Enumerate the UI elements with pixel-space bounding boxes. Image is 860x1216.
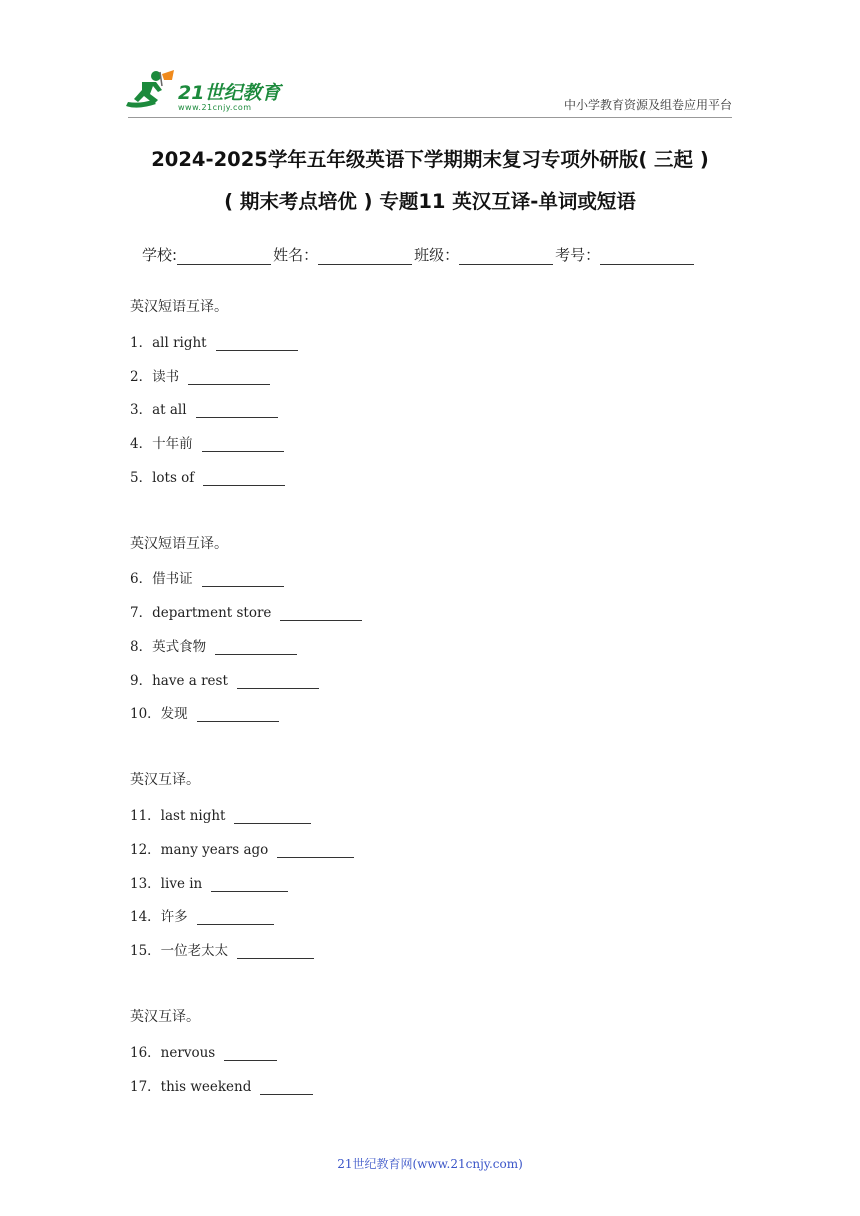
platform-label: 中小学教育资源及组卷应用平台 (563, 98, 732, 112)
question-text: 5．lots of (130, 470, 195, 486)
question-text: 4．十年前 (130, 436, 193, 452)
answer-blank[interactable] (203, 471, 285, 486)
name-label: 姓名： (273, 246, 319, 264)
answer-blank[interactable] (260, 1080, 313, 1095)
question-text: 15．一位老太太 (130, 943, 229, 959)
school-label: 学校: (142, 246, 178, 264)
answer-blank[interactable] (280, 606, 362, 621)
question-item (130, 331, 298, 351)
question-item (130, 669, 319, 689)
question-text: 11．last night (130, 808, 226, 824)
section-title: 英汉互译。 (130, 772, 200, 788)
class-field[interactable] (459, 247, 553, 265)
school-field[interactable] (177, 247, 271, 265)
question-item (130, 567, 284, 587)
question-text: 6．借书证 (130, 571, 193, 587)
question-text: 1．all right (130, 335, 207, 351)
name-field[interactable] (318, 247, 412, 265)
header-divider (128, 117, 732, 118)
footer-link[interactable]: 21世纪教育网(www.21cnjy.com) (337, 1157, 523, 1171)
question-item (130, 1075, 313, 1095)
question-item (130, 635, 297, 655)
question-item (130, 804, 311, 824)
answer-blank[interactable] (234, 809, 311, 824)
question-item (130, 838, 354, 858)
answer-blank[interactable] (196, 403, 278, 418)
class-label: 班级： (414, 246, 460, 264)
question-item (130, 365, 270, 385)
answer-blank[interactable] (188, 370, 270, 385)
section-title: 英汉互译。 (130, 1009, 200, 1025)
question-item (130, 939, 314, 959)
question-text: 12．many years ago (130, 842, 269, 858)
question-text: 3．at all (130, 402, 187, 418)
question-item (130, 1041, 277, 1061)
answer-blank[interactable] (197, 707, 279, 722)
answer-blank[interactable] (277, 843, 354, 858)
answer-blank[interactable] (216, 336, 298, 351)
question-item (130, 466, 285, 486)
answer-blank[interactable] (202, 437, 284, 452)
question-item (130, 601, 362, 621)
answer-blank[interactable] (197, 910, 274, 925)
question-text: 7．department store (130, 605, 272, 621)
question-text: 13．live in (130, 876, 203, 892)
question-text: 14．许多 (130, 909, 188, 925)
answer-blank[interactable] (215, 640, 297, 655)
answer-blank[interactable] (224, 1046, 277, 1061)
exam-no-label: 考号： (555, 246, 601, 264)
section-title: 英汉短语互译。 (130, 536, 228, 552)
question-text: 10．发现 (130, 706, 188, 722)
question-item (130, 702, 279, 722)
question-item (130, 872, 288, 892)
answer-blank[interactable] (237, 674, 319, 689)
question-text: 9．have a rest (130, 673, 228, 689)
question-item (130, 432, 284, 452)
logo-text: 21世纪教育 (178, 82, 281, 104)
question-text: 16．nervous (130, 1045, 216, 1061)
runner-logo-icon (122, 66, 178, 114)
page-header (0, 0, 860, 120)
question-text: 2．读书 (130, 369, 180, 385)
answer-blank[interactable] (237, 944, 314, 959)
answer-blank[interactable] (211, 877, 288, 892)
exam-no-field[interactable] (600, 247, 694, 265)
answer-blank[interactable] (202, 572, 284, 587)
section-title: 英汉短语互译。 (130, 299, 228, 315)
student-info-row (142, 244, 696, 265)
question-item (130, 398, 278, 418)
page-subtitle: ( 期末考点培优 ) 专题11 英汉互译-单词或短语 (224, 190, 636, 213)
logo-url: www.21cnjy.com (178, 103, 252, 112)
question-text: 8．英式食物 (130, 639, 207, 655)
question-item (130, 905, 274, 925)
logo (122, 66, 292, 116)
page-title: 2024-2025学年五年级英语下学期期末复习专项外研版( 三起 ) (151, 148, 709, 171)
question-text: 17．this weekend (130, 1079, 252, 1095)
